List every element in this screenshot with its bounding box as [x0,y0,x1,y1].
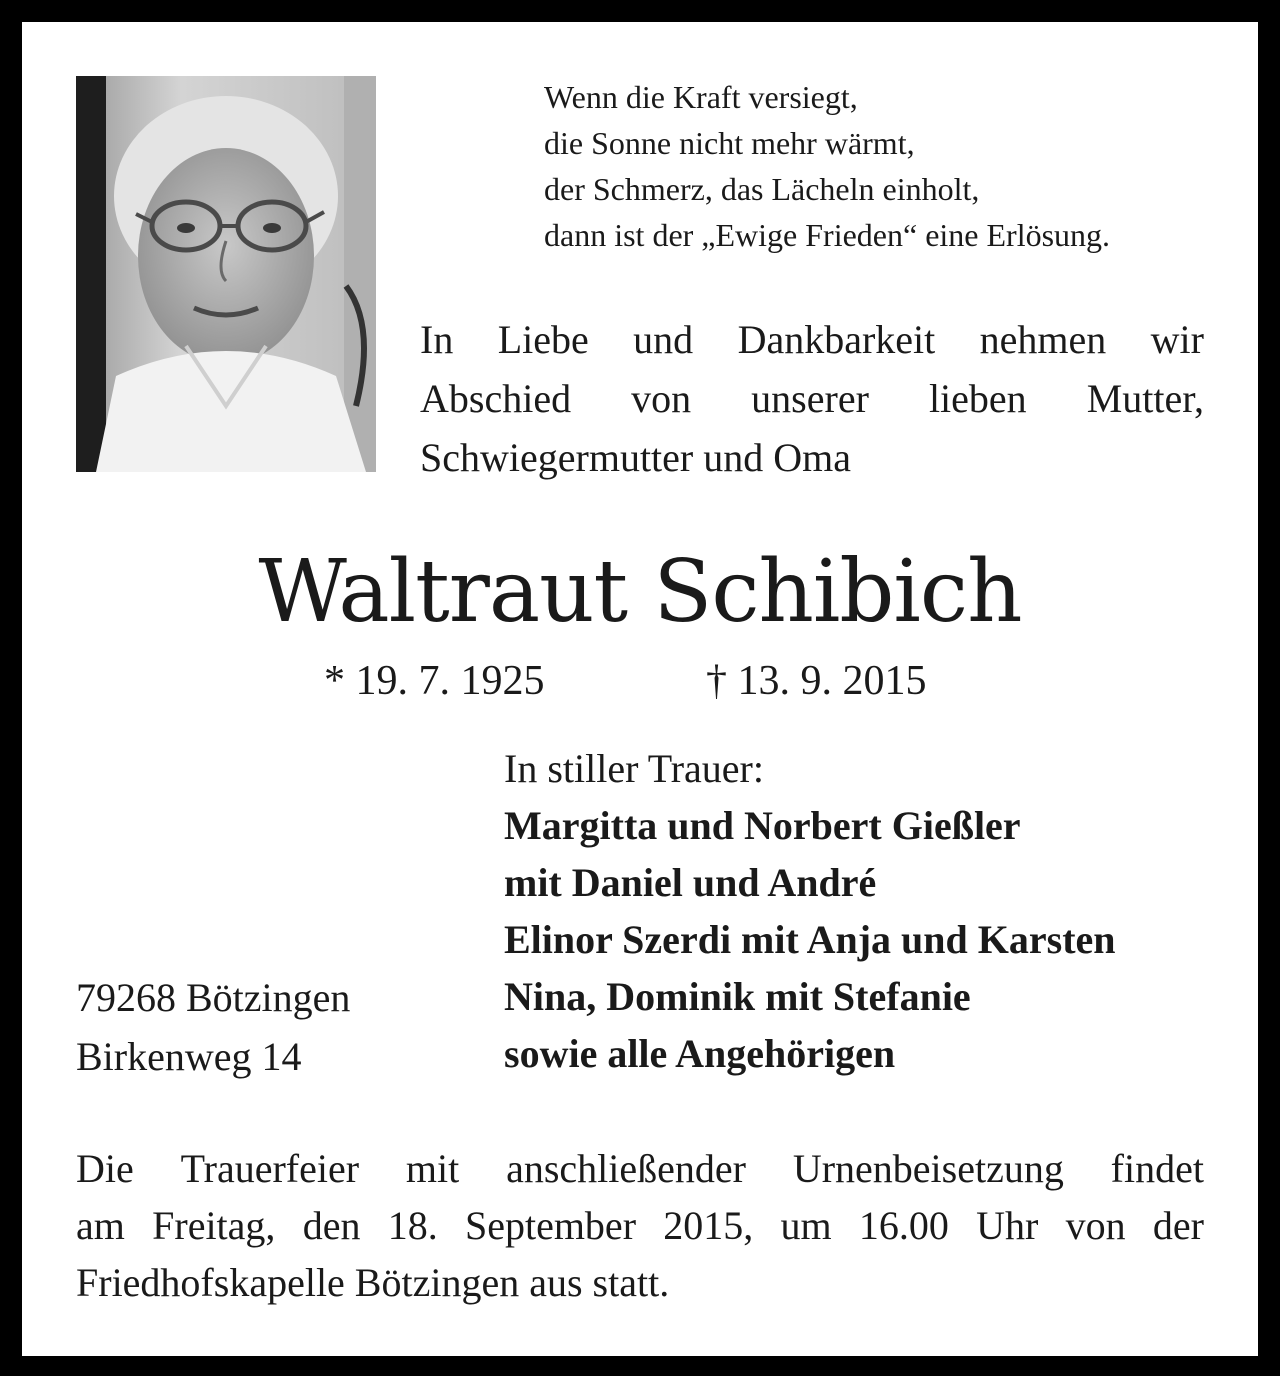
intro-text [420,310,1204,487]
ceremony-line-1 [76,1140,1204,1197]
word: von [631,376,692,421]
word: Freitag, [152,1203,276,1248]
word: September [464,1203,637,1248]
word: Trauerfeier [180,1146,360,1191]
word: anschließender [506,1146,746,1191]
word: der [1152,1203,1204,1248]
word: am [76,1203,125,1248]
mourner-line: mit Daniel und André [504,860,877,905]
mourner-line: sowie alle Angehörigen [504,1031,896,1076]
word: 2015, [663,1203,754,1248]
ceremony-notice [76,1140,1204,1311]
word: Urnenbeisetzung [792,1146,1064,1191]
word: unserer [751,376,869,421]
word: Uhr [976,1203,1039,1248]
poem-line: Wenn die Kraft versiegt, [544,79,858,115]
poem-line: der Schmerz, das Lächeln einholt, [544,171,980,207]
word: Liebe [497,317,589,362]
mourners-heading: In stiller Trauer: [504,746,764,791]
mourner-line: Elinor Szerdi mit Anja und Karsten [504,917,1116,962]
word: mit [405,1146,460,1191]
word: 18. [387,1203,438,1248]
ceremony-line-3: Friedhofskapelle Bötzingen aus statt. [76,1260,670,1305]
birth-date: * 19. 7. 1925 [324,658,545,704]
obituary-card [22,22,1258,1356]
word: wir [1150,317,1204,362]
intro-line-3: Schwiegermutter und Oma [420,435,851,480]
word: findet [1110,1146,1204,1191]
poem-line: die Sonne nicht mehr wärmt, [544,125,915,161]
word: von [1065,1203,1126,1248]
word: den [302,1203,361,1248]
deceased-name: Waltraut Schibich [258,542,1022,642]
word: Abschied [420,376,572,421]
word: Mutter, [1086,376,1204,421]
word: lieben [928,376,1027,421]
word: Dankbarkeit [737,317,936,362]
poem [544,74,1224,258]
word: Die [76,1146,134,1191]
address-street: Birkenweg 14 [76,1034,302,1079]
mourners-list [504,740,1224,1082]
death-date: † 13. 9. 2015 [706,658,927,704]
address-city: 79268 Bötzingen [76,975,351,1020]
intro-line-2 [420,369,1204,428]
address [76,968,350,1086]
intro-line-1 [420,310,1204,369]
mourner-line: Margitta und Norbert Gießler [504,803,1021,848]
ceremony-line-2 [76,1197,1204,1254]
word: In [420,317,454,362]
word: um [780,1203,832,1248]
word: und [633,317,694,362]
portrait-photo [76,76,376,472]
poem-line: dann ist der „Ewige Frieden“ eine Erlösung. [544,217,1111,253]
word: 16.00 [858,1203,949,1248]
word: nehmen [979,317,1107,362]
mourner-line: Nina, Dominik mit Stefanie [504,974,971,1019]
life-dates [22,654,1258,708]
